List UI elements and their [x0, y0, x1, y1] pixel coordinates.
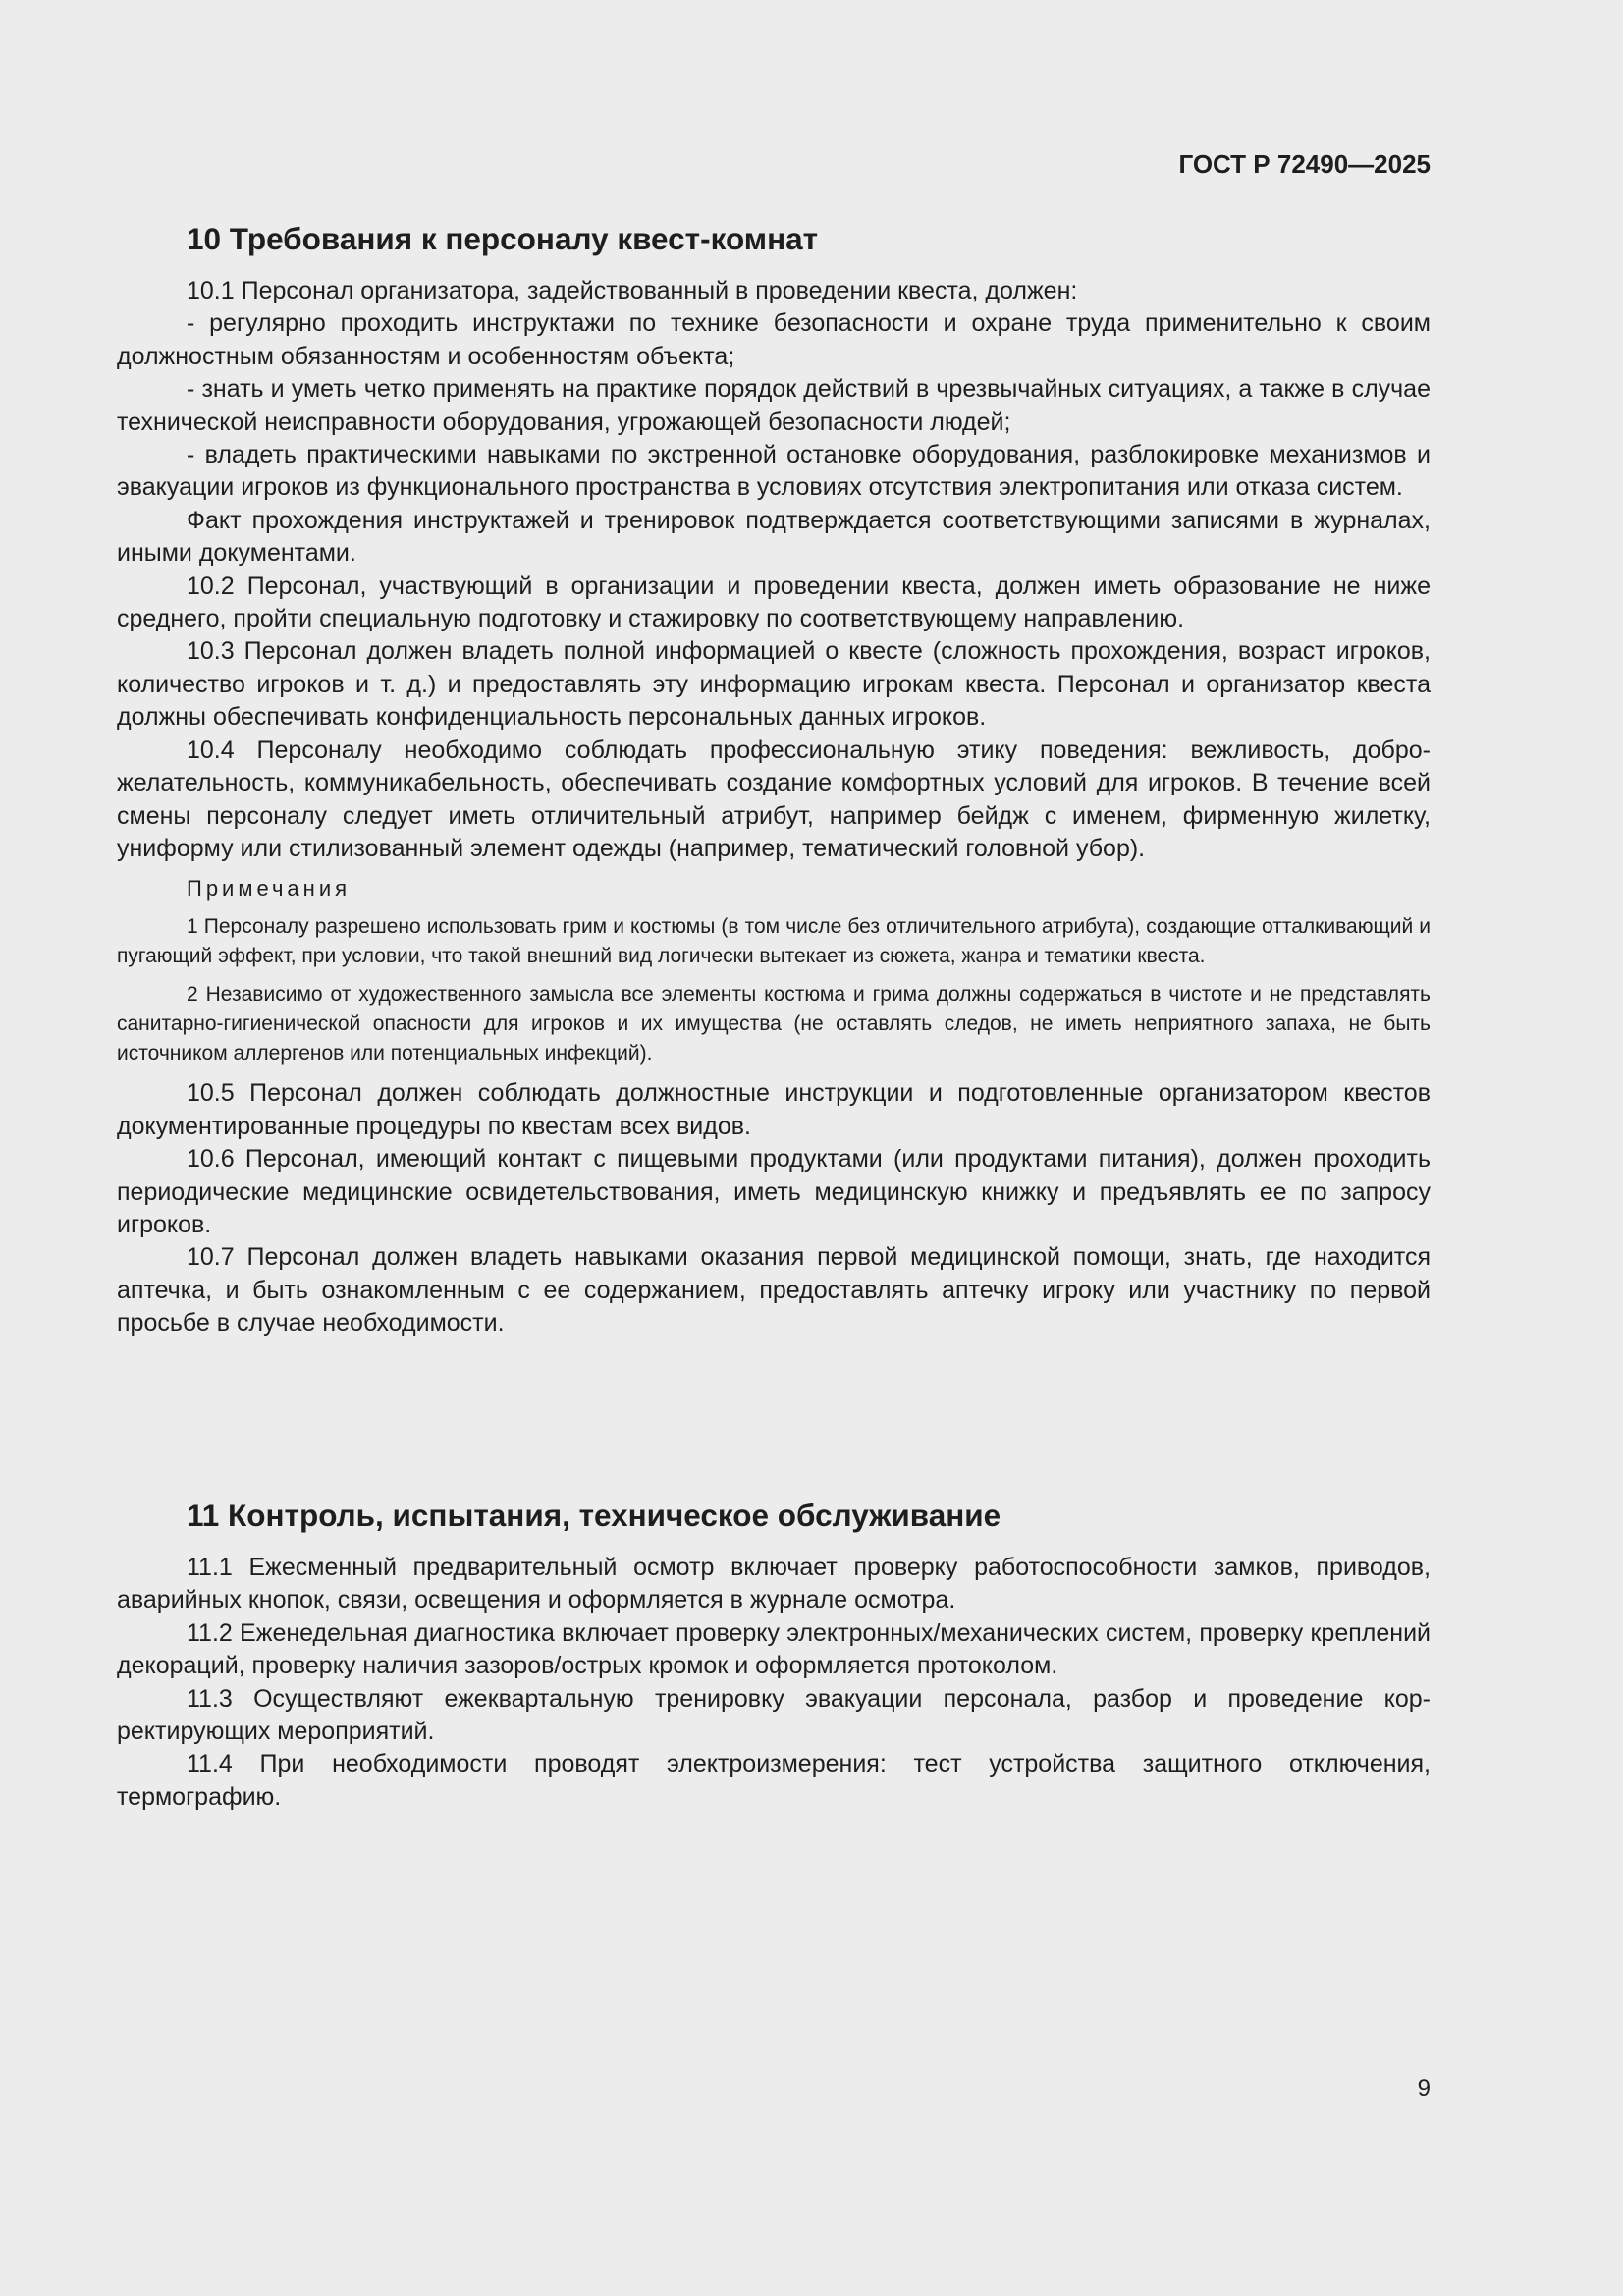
paragraph-10-7: 10.7 Персонал должен владеть навыками оказания первой медицинской помощи, знать, где находится аптечка, и быть ознакомленным с ее содержанием, предоставлять аптечку игроку или участнику по первой просьбе в случае необходимости.: [117, 1243, 1431, 1338]
section-10-body: [117, 275, 1431, 1340]
paragraph-11-4: 11.4 При необходимости проводят электроизмерения: тест устройства защитного отключения, термографию.: [117, 1750, 1431, 1811]
list-item-instructions: - регулярно проходить инструктажи по технике безопасности и охране труда применительно к своим должностным обязанностям и особенностям объекта;: [117, 309, 1431, 370]
section-11: [117, 1495, 1431, 1814]
section-10-title: 10 Требования к персоналу квест-комнат: [187, 221, 819, 256]
paragraph-10-5: 10.5 Персонал должен соблюдать должностные инструкции и подготовленные организатором квестов документированные процедуры по квестам всех видов.: [117, 1079, 1431, 1140]
paragraph-11-1: 11.1 Ежесменный предварительный осмотр включает проверку работоспособности замков, приводов, аварийных кнопок, связи, освещения и оформляется в журнале осмотра.: [117, 1554, 1431, 1614]
section-11-title: 11 Контроль, испытания, техническое обслуживание: [187, 1498, 1001, 1533]
paragraph-training-records: Факт прохождения инструктажей и тренировок подтверждается соответствующими записями в журналах, иными документами.: [117, 506, 1431, 568]
paragraph-10-1: 10.1 Персонал организатора, задействованный в проведении квеста, должен:: [187, 277, 1078, 304]
section-11-body: [117, 1552, 1431, 1814]
notes-title: Примечания: [187, 876, 352, 902]
paragraph-10-3: 10.3 Персонал должен владеть полной информацией о квесте (сложность прохождения, возраст игроков, количество игроков и т. д.) и предоставлять эту информацию игрокам квеста. Персонал и организатор квеста должны обеспечивать конфиденциальность персональных данных игроков.: [117, 637, 1431, 732]
paragraph-10-2: 10.2 Персонал, участвующий в организации и проведении квеста, должен иметь образование не ниже среднего, пройти специальную подготовку и стажировку по соответствующему направлению.: [117, 572, 1431, 633]
note-1: 1 Персоналу разрешено использовать грим и костюмы (в том числе без отличительного атрибута), создающие отталкивающий и пугающий эффект, при условии, что такой внешний вид логически вытекает из сюжета, жанра и тематики квеста.: [117, 915, 1431, 968]
document-code: ГОСТ Р 72490—2025: [1178, 149, 1431, 179]
note-2: 2 Независимо от художественного замысла все элементы костюма и грима должны содержаться в чистоте и не представлять санитарно-гигиенической опасности для игроков и их имущества (не оставлять следов, не иметь неприятного запаха, не быть источником аллергенов или потенциальных инфекций).: [117, 983, 1431, 1066]
section-10: [117, 218, 1431, 1340]
paragraph-11-3: 11.3 Осуществляют ежеквартальную тренировку эвакуации персонала, разбор и проведение корректирующих мероприятий.: [117, 1684, 1431, 1746]
list-item-emergency: - знать и уметь четко применять на практике порядок действий в чрезвычайных ситуациях, а также в случае технической неисправности оборудования, угрожающей безопасности людей;: [117, 375, 1431, 436]
page-number: 9: [1417, 2075, 1431, 2102]
list-item-equipment-stop: - владеть практическими навыками по экстренной остановке оборудования, разблокировке механизмов и эвакуации игроков из функционального пространства в условиях отсутствия электропитания или отказа систем.: [117, 441, 1431, 502]
paragraph-11-2: 11.2 Еженедельная диагностика включает проверку электронных/механических систем, проверку креплений декораций, проверку наличия зазоров/острых кромок и оформляется протоколом.: [117, 1618, 1431, 1680]
paragraph-10-6: 10.6 Персонал, имеющий контакт с пищевыми продуктами (или продуктами питания), должен проходить периодические медицинские освидетельствования, иметь медицинскую книжку и предъявлять ее по запросу игроков.: [117, 1145, 1431, 1238]
paragraph-10-4: 10.4 Персоналу необходимо соблюдать профессиональную этику поведения: вежливость, доброжелательность, коммуникабельность, обеспечивать создание комфортных условий для игроков. В течение всей смены персоналу следует иметь отличительный атрибут, например бейдж с именем, фирменную жилетку, униформу или стилизованный элемент одежды (например, тематический головной убор).: [117, 736, 1431, 862]
notes-block: [117, 874, 1431, 1068]
